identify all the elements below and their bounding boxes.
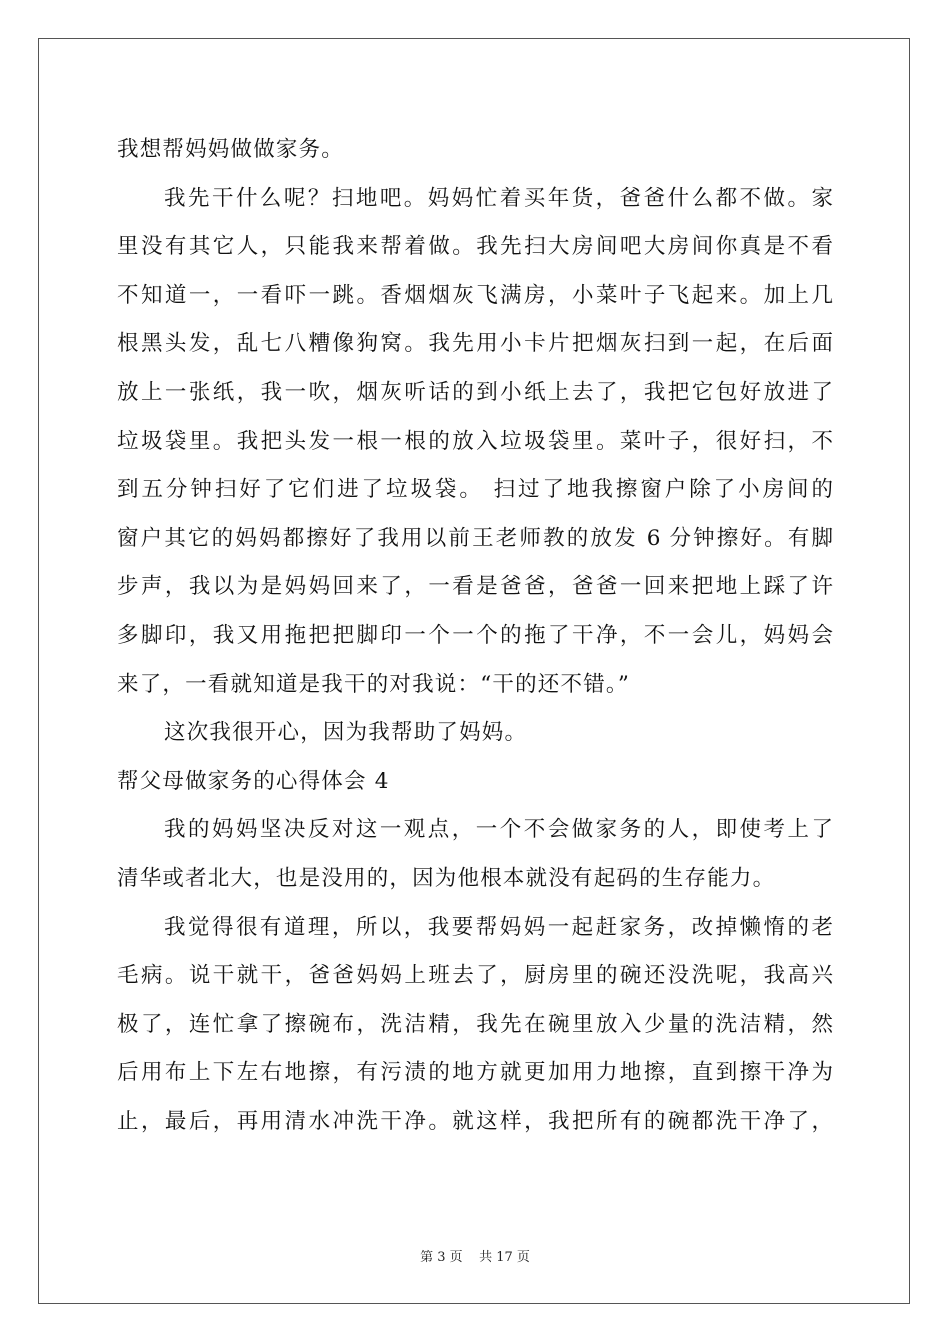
paragraph-line: 来了，一看就知道是我干的对我说：“干的还不错。” (117, 671, 631, 697)
paragraph-line: 窗户其它的妈妈都擦好了我用以前王老师教的放发 6 分钟擦好。有脚 (117, 525, 833, 551)
section-heading: 帮父母做家务的心得体会 4 (117, 768, 390, 794)
paragraph-line: 后用布上下左右地擦，有污渍的地方就更加用力地擦，直到擦干净为 (117, 1060, 833, 1086)
paragraph-line: 极了，连忙拿了擦碗布，洗洁精，我先在碗里放入少量的洗洁精，然 (117, 1011, 833, 1037)
paragraph-line: 步声，我以为是妈妈回来了，一看是爸爸，爸爸一回来把地上踩了许 (117, 574, 833, 600)
paragraph-line: 不知道一，一看吓一跳。香烟烟灰飞满房，小菜叶子飞起来。加上几 (117, 282, 833, 308)
paragraph-line: 清华或者北大，也是没用的，因为他根本就没有起码的生存能力。 (117, 865, 776, 891)
paragraph-line: 我的妈妈坚决反对这一观点，一个不会做家务的人，即使考上了 (164, 817, 833, 843)
paragraph-line: 这次我很开心，因为我帮助了妈妈。 (164, 720, 528, 746)
paragraph-line: 放上一张纸，我一吹，烟灰听话的到小纸上去了，我把它包好放进了 (117, 379, 833, 405)
document-body (117, 126, 833, 1146)
paragraph-line: 我想帮妈妈做做家务。 (117, 137, 345, 162)
paragraph-line: 里没有其它人，只能我来帮着做。我先扫大房间吧大房间你真是不看 (117, 234, 833, 260)
paragraph-line: 毛病。说干就干，爸爸妈妈上班去了，厨房里的碗还没洗呢，我高兴 (117, 963, 833, 989)
paragraph-line: 根黑头发，乱七八糟像狗窝。我先用小卡片把烟灰扫到一起，在后面 (117, 331, 833, 357)
page-number-footer: 第 3 页 共 17 页 (420, 1250, 530, 1265)
paragraph-line: 多脚印，我又用拖把把脚印一个一个的拖了干净，不一会儿，妈妈会 (117, 622, 833, 648)
paragraph-line: 止，最后，再用清水冲洗干净。就这样，我把所有的碗都洗干净了， (117, 1108, 833, 1134)
paragraph-line: 我觉得很有道理，所以，我要帮妈妈一起赶家务，改掉懒惰的老 (164, 914, 833, 940)
paragraph-line: 我先干什么呢？扫地吧。妈妈忙着买年货，爸爸什么都不做。家 (164, 185, 833, 211)
paragraph-line: 垃圾袋里。我把头发一根一根的放入垃圾袋里。菜叶子，很好扫，不 (117, 428, 833, 454)
paragraph-line: 到五分钟扫好了它们进了垃圾袋。 扫过了地我擦窗户除了小房间的 (117, 477, 833, 503)
